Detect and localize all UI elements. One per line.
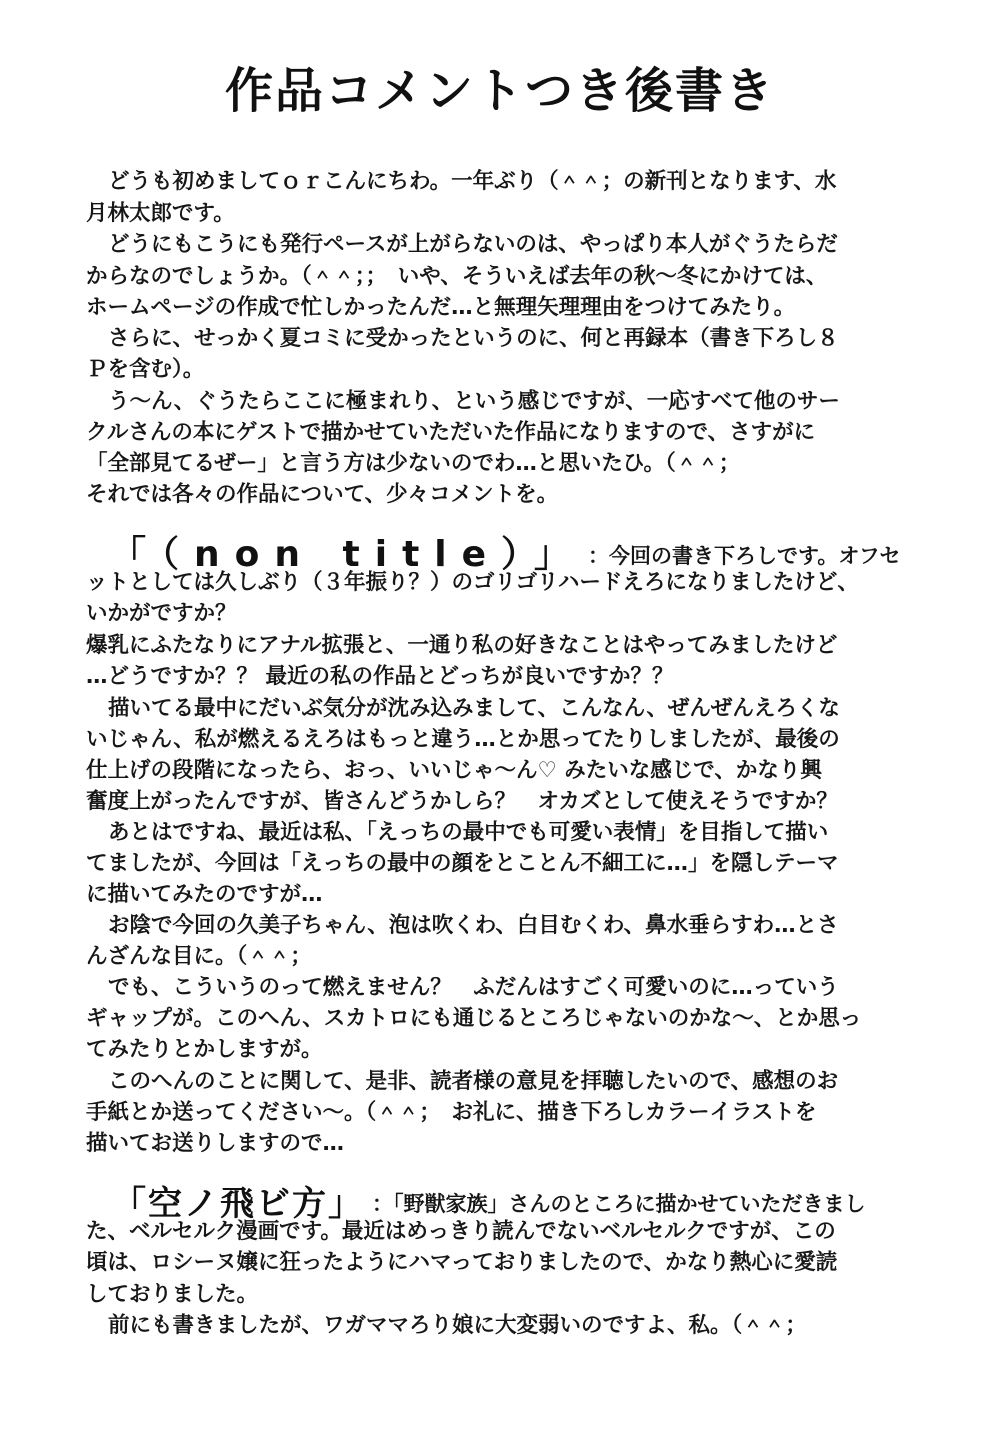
intro-line: それでは各々の作品について、少々コメントを。 xyxy=(86,482,559,507)
intro-line: ホームページの作成で忙しかったんだ…と無理矢理理由をつけてみたり。 xyxy=(86,295,796,320)
section1-line: 奮度上がったんですが、皆さんどうかしら？ オカズとして使えそうですか？ xyxy=(86,789,838,814)
section1-line: お陰で今回の久美子ちゃん、泡は吹くわ、白目むくわ、鼻水垂らすわ…とさ xyxy=(108,913,839,938)
section1-line: でも、こういうのって燃えません？ ふだんはすごく可愛いのに…っていう xyxy=(108,975,839,1000)
intro-line: クルさんの本にゲストで描かせていただいた作品になりますので、さすがに xyxy=(86,420,816,445)
section1-line: このへんのことに関して、是非、読者様の意見を拝聴したいので、感想のお xyxy=(108,1069,839,1094)
intro-line: さらに、せっかく夏コミに受かったというのに、何と再録本（書き下ろし８ xyxy=(108,326,839,351)
section1-line: んざんな目に。（＾＾； xyxy=(86,944,312,969)
intro-line: どうにもこうにも発行ペースが上がらないのは、やっぱり本人がぐうたらだ xyxy=(108,232,838,257)
intro-line: Ｐを含む）。 xyxy=(86,357,205,382)
section-heading-comment: ：「野獣家族」さんのところに描かせていただきまし xyxy=(372,1192,866,1216)
intro-line: どうも初めましてｏｒこんにちわ。一年ぶり（＾＾；の新刊となります、水 xyxy=(108,169,837,194)
section1-line: いじゃん、私が燃えるえろはもっと違う…とか思ってたりしましたが、最後の xyxy=(86,727,840,752)
section1-line: 爆乳にふたなりにアナル拡張と、一通り私の好きなことはやってみましたけど xyxy=(86,633,838,658)
section-heading-non-title: 「（non title）」 xyxy=(110,534,586,575)
section1-line: 手紙とか送ってください〜。（＾＾； お礼に、描き下ろしカラーイラストを xyxy=(86,1100,817,1125)
section1-line: …どうですか？？ 最近の私の作品とどっちが良いですか？？ xyxy=(86,664,674,689)
section1-line: 描いてお送りしますので… xyxy=(86,1131,345,1156)
section-heading-comment: ：今回の書き下ろしです。オフセ xyxy=(588,544,901,568)
section1-line: あとはですね、最近は私、「えっちの最中でも可愛い表情」を目指して描い xyxy=(108,820,829,845)
section1-line: ギャップが。このへん、スカトロにも通じるところじゃないのかな〜、とか思っ xyxy=(86,1006,862,1031)
section2-line: 頃は、ロシーヌ嬢に狂ったようにハマっておりましたので、かなり熱心に愛読 xyxy=(86,1250,838,1275)
section2-line: しておりました。 xyxy=(86,1282,259,1307)
section1-line: ットとしては久しぶり（３年振り？）のゴリゴリハードえろになりましたけど、 xyxy=(86,570,859,595)
section1-line: に描いてみたのですが… xyxy=(86,882,323,907)
section1-line: いかがですか？ xyxy=(86,601,237,626)
section1-line: てみたりとかしますが。 xyxy=(86,1037,323,1062)
intro-line: 「全部見てるぜー」と言う方は少ないのでわ…と思いたひ。（＾＾； xyxy=(86,451,741,476)
section2-line: た、ベルセルク漫画です。最近はめっきり読んでないベルセルクですが、この xyxy=(86,1219,836,1244)
section1-line: 描いてる最中にだいぶ気分が沈み込みまして、こんなん、ぜんぜんえろくな xyxy=(108,696,840,721)
section2-line: 前にも書きましたが、ワガママろり娘に大変弱いのですよ、私。（＾＾； xyxy=(108,1313,807,1338)
section1-line: てましたが、今回は「えっちの最中の顔をとことん不細工に…」を隠しテーマ xyxy=(86,851,839,876)
intro-line: からなのでしょうか。（＾＾；； いや、そういえば去年の秋〜冬にかけては、 xyxy=(86,264,828,289)
intro-line: 月林太郎です。 xyxy=(86,201,235,226)
page-title: 作品コメントつき後書き xyxy=(224,63,775,119)
intro-line: う〜ん、ぐうたらここに極まれり、という感じですが、一応すべて他のサー xyxy=(108,389,840,414)
section-heading-sora-no-tobikata: 「空ノ飛ビ方」 xyxy=(112,1184,364,1224)
section1-line: 仕上げの段階になったら、おっ、いいじゃ〜ん♡ みたいな感じで、かなり興 xyxy=(86,758,822,783)
